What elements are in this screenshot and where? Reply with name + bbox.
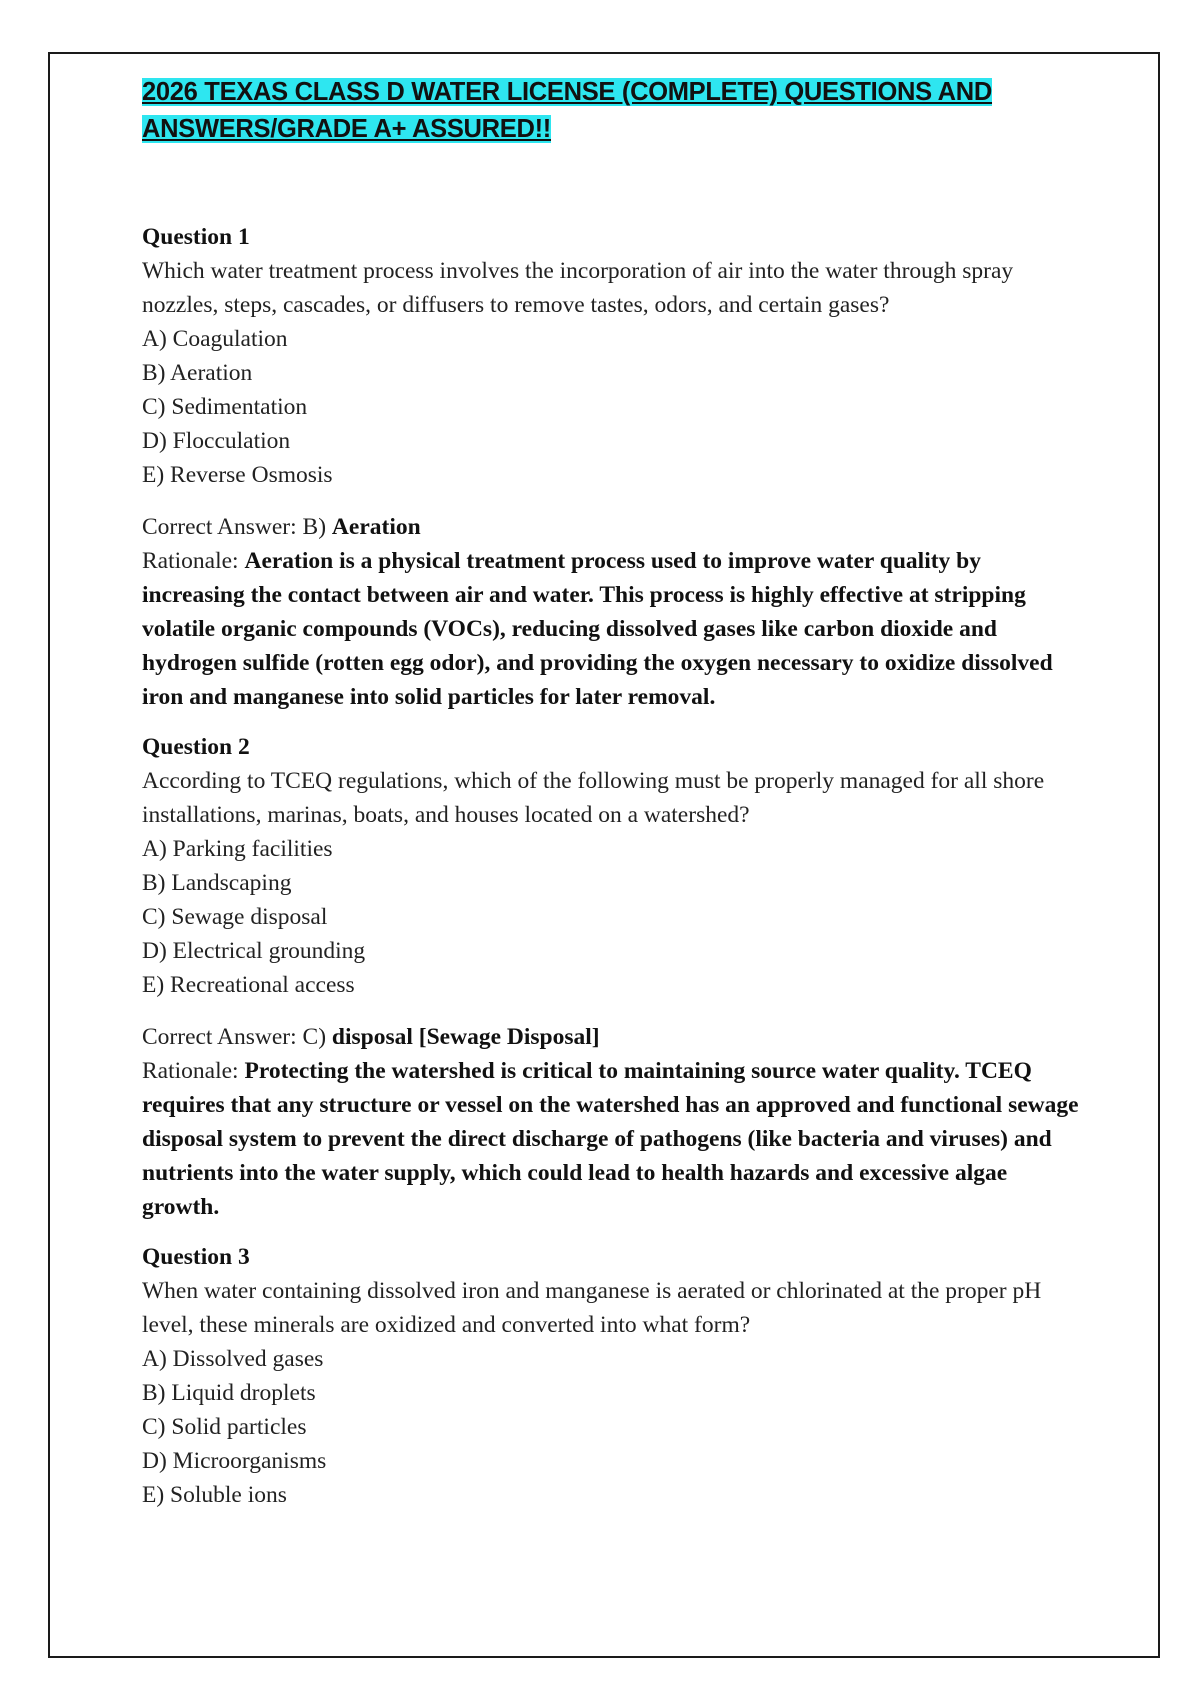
answer-value: Aeration <box>331 514 421 540</box>
rationale <box>142 1054 1082 1224</box>
option-d: D) Flocculation <box>142 428 291 454</box>
option-b: B) Landscaping <box>142 870 292 896</box>
option-c: C) Sedimentation <box>142 394 308 420</box>
question-text: According to TCEQ regulations, which of the following must be properly managed for all shore installations, marinas, boats, and houses located on a watershed? <box>142 768 1045 828</box>
question-block-1 <box>142 220 1082 714</box>
option-d: D) Microorganisms <box>142 1448 327 1474</box>
option-c: C) Sewage disposal <box>142 904 328 930</box>
option-d: D) Electrical grounding <box>142 938 366 964</box>
answer-label: Correct Answer: B) <box>142 514 332 540</box>
option-b: B) Aeration <box>142 360 253 386</box>
answer-value: disposal [Sewage Disposal] <box>331 1024 600 1050</box>
question-heading: Question 3 <box>142 1244 250 1270</box>
question-block-2 <box>142 730 1082 1224</box>
question-text: When water containing dissolved iron and manganese is aerated or chlorinated at the proper pH level, these minerals are oxidized and converted into what form? <box>142 1278 1042 1338</box>
rationale-label: Rationale: <box>142 1058 245 1084</box>
answer-label: Correct Answer: C) <box>142 1024 332 1050</box>
option-e: E) Soluble ions <box>142 1482 287 1508</box>
rationale-text: Aeration is a physical treatment process used to improve water quality by increasing the contact between air and water. This process is highly effective at stripping volatile organic compounds (VOCs), reducing dissolved gases like carbon dioxide and hydrogen sulfide (rotten egg odor), and providing the oxygen necessary to oxidize dissolved iron and manganese into solid particles for later removal. <box>142 548 1053 710</box>
title-line-1: 2026 TEXAS CLASS D WATER LICENSE (COMPLETE) QUESTIONS AND <box>142 78 993 106</box>
option-a: A) Coagulation <box>142 326 288 352</box>
question-text: Which water treatment process involves the incorporation of air into the water through spray nozzles, steps, cascades, or diffusers to remove tastes, odors, and certain gases? <box>142 258 1014 318</box>
option-e: E) Recreational access <box>142 972 355 998</box>
document-body <box>142 74 1082 1512</box>
rationale <box>142 544 1082 714</box>
correct-answer <box>142 1020 1082 1054</box>
option-b: B) Liquid droplets <box>142 1380 316 1406</box>
option-c: C) Solid particles <box>142 1414 307 1440</box>
option-a: A) Dissolved gases <box>142 1346 324 1372</box>
question-block-3 <box>142 1240 1082 1512</box>
correct-answer <box>142 510 1082 544</box>
question-heading: Question 1 <box>142 224 250 250</box>
question-heading: Question 2 <box>142 734 250 760</box>
option-e: E) Reverse Osmosis <box>142 462 333 488</box>
rationale-label: Rationale: <box>142 548 245 574</box>
rationale-text: Protecting the watershed is critical to maintaining source water quality. TCEQ requires that any structure or vessel on the watershed has an approved and functional sewage disposal system to prevent the direct discharge of pathogens (like bacteria and viruses) and nutrients into the water supply, which could lead to health hazards and excessive algae growth. <box>142 1058 1079 1220</box>
option-a: A) Parking facilities <box>142 836 333 862</box>
title-line-2: ANSWERS/GRADE A+ ASSURED!! <box>142 115 551 143</box>
document-title <box>142 74 1082 148</box>
